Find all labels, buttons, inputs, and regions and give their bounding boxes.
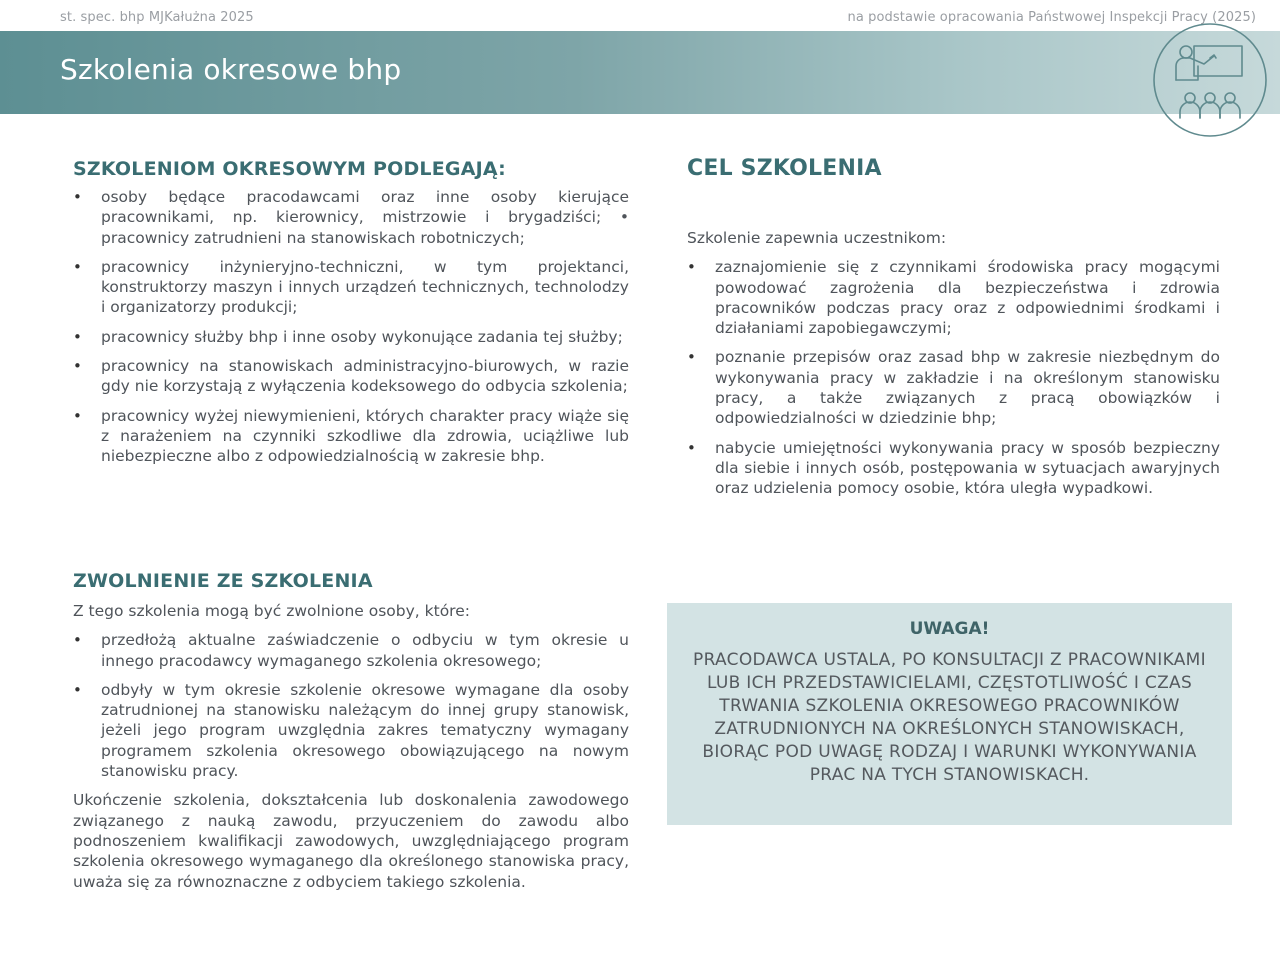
bullet: •: [687, 348, 696, 367]
zwolnienie-closing: Ukończenie szkolenia, dokształcenia lub doskonalenia zawodowego związanego z nauką zawodu, przyuczeniem do zawodu albo podnoszeniem kwalifikacji zawodowych, uwzględniającego program szkolenia okresowego wymaganego dla określonego stanowiska pracy, uważa się za równoznaczne z odbyciem takiego szkolenia.: [73, 791, 629, 891]
list-item: • pracownicy wyżej niewymienieni, których charakter pracy wiąże się z narażeniem na czynniki szkodliwe dla zdrowia, uciążliwe lub niebezpieczne albo z odpowiedzialnością w zakresie bhp.: [73, 406, 629, 466]
list-item: • nabycie umiejętności wykonywania pracy w sposób bezpieczny dla siebie i innych osób, postępowania w sytuacjach awaryjnych oraz udzielenia pomocy osobie, która uległa wypadkowi.: [687, 438, 1220, 498]
zwolnienie-section: [73, 569, 629, 892]
bullet: •: [73, 188, 82, 206]
cel-intro: Szkolenie zapewnia uczestnikom:: [687, 229, 947, 247]
zwolnienie-list: [73, 630, 629, 781]
cel-heading: CEL SZKOLENIA: [687, 156, 882, 181]
bullet: •: [73, 680, 82, 699]
cel-list: [687, 257, 1220, 498]
list-item: • pracownicy inżynieryjno-techniczni, w tym projektanci, konstruktorzy maszyn i innych urządzeń technicznych, technolodzy i organizatorzy produkcji;: [73, 257, 629, 317]
author-note: st. spec. bhp MJKałużna 2025: [60, 10, 254, 25]
page-title: Szkolenia okresowe bhp: [60, 53, 402, 86]
uwaga-text: PRACODAWCA USTALA, PO KONSULTACJI Z PRACOWNIKAMI LUB ICH PRZEDSTAWICIELAMI, CZĘSTOTLIWOŚĆ I CZAS TRWANIA SZKOLENIA OKRESOWEGO PRACOWNIKÓW ZATRUDNIONYCH NA OKREŚLONYCH STANOWISKACH, BIORĄC POD UWAGĘ RODZAJ I WARUNKI WYKONYWANIA PRAC NA TYCH STANOWISKACH.: [693, 650, 1206, 785]
list-item: • poznanie przepisów oraz zasad bhp w zakresie niezbędnym do wykonywania pracy w zakładzie i na określonym stanowisku pracy, a także związanych z pracą obowiązków i odpowiedzialności w dziedzinie bhp;: [687, 348, 1220, 428]
zwolnienie-intro: Z tego szkolenia mogą być zwolnione osoby, które:: [73, 602, 470, 620]
podlegaja-heading: SZKOLENIOM OKRESOWYM PODLEGAJĄ:: [73, 158, 506, 180]
bullet: •: [687, 438, 696, 457]
podlegaja-section: [73, 157, 629, 476]
uwaga-box: [667, 603, 1232, 825]
list-item: • osoby będące pracodawcami oraz inne osoby kierujące pracownikami, np. kierownicy, mistrzowie i brygadziści; • pracownicy zatrudnieni na stanowiskach robotniczych;: [73, 188, 629, 247]
teacher-classroom-icon: [1152, 22, 1268, 138]
bullet: •: [687, 258, 696, 277]
bullet: •: [73, 257, 82, 276]
title-banner: [0, 31, 1280, 114]
list-item: • zaznajomienie się z czynnikami środowiska pracy mogącymi powodować zagrożenia dla bezpieczeństwa i zdrowia pracowników podczas pracy oraz z odpowiednimi środkami i działaniami zapobiegawczymi;: [687, 258, 1220, 338]
bullet: •: [73, 406, 82, 425]
zwolnienie-heading: ZWOLNIENIE ZE SZKOLENIA: [73, 570, 373, 592]
list-item: • pracownicy na stanowiskach administracyjno-biurowych, w razie gdy nie korzystają z wyłączenia kodeksowego do odbycia szkolenia;: [73, 357, 629, 396]
bullet: •: [73, 357, 82, 376]
list-item: • pracownicy służby bhp i inne osoby wykonujące zadania tej służby;: [73, 327, 623, 346]
list-item: • odbyły w tym okresie szkolenie okresowe wymagane dla osoby zatrudnionej na stanowisku należącym do innej grupy stanowisk, jeżeli jego program uwzględnia zakres tematyczny wymagany programem szkolenia okresowego obowiązującego na nowym stanowisku pracy.: [73, 680, 629, 781]
bullet: •: [73, 327, 82, 346]
podlegaja-list: [73, 187, 629, 467]
source-note: na podstawie opracowania Państwowej Inspekcji Pracy (2025): [847, 10, 1256, 25]
list-item: • przedłożą aktualne zaświadczenie o odbyciu w tym okresie u innego pracodawcy wymaganego szkolenia okresowego;: [73, 631, 629, 670]
cel-section: [687, 157, 1220, 508]
bullet: •: [73, 631, 82, 650]
uwaga-title: UWAGA!: [909, 619, 990, 639]
